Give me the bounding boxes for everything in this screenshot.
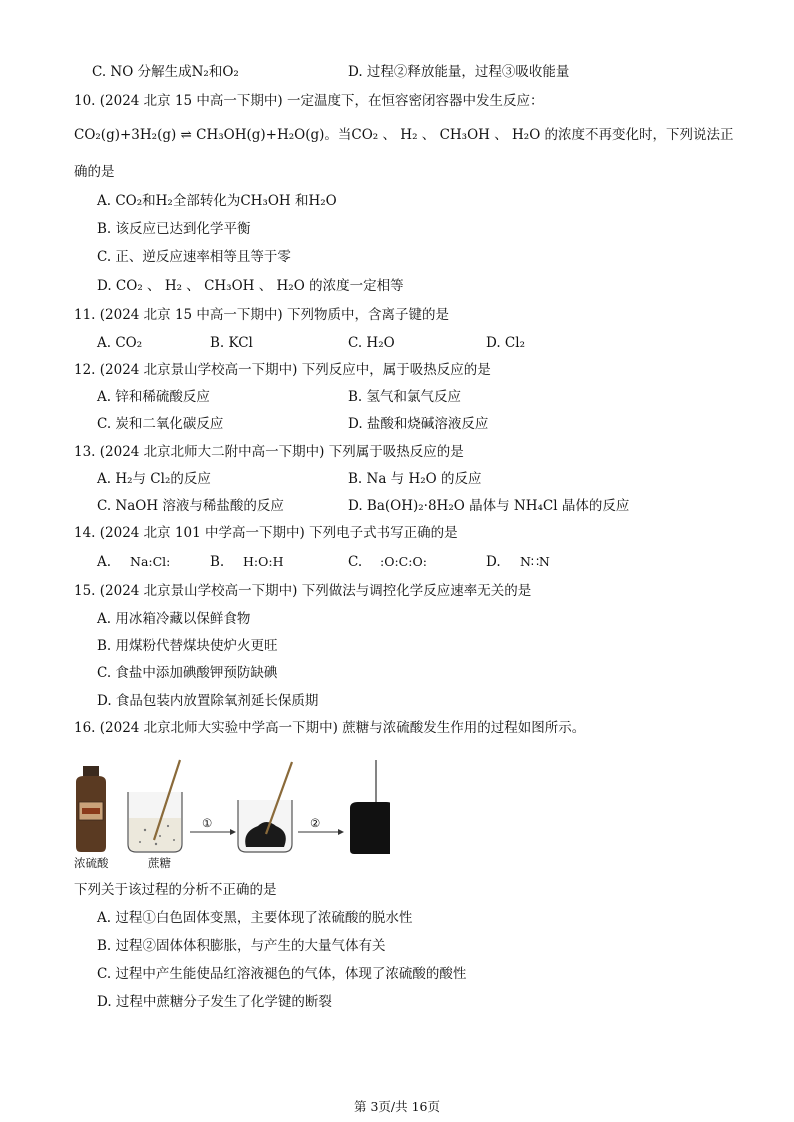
q11-option-c: C. H₂O (348, 335, 395, 351)
q14-option-a-label: A. (97, 554, 112, 570)
experiment-illustration (70, 752, 390, 870)
q16-stem: 16. (2024 北京北师大实验中学高一下期中) 蔗糖与浓硫酸发生作用的过程如图所示。 (74, 720, 586, 736)
q10-stem: 10. (2024 北京 15 中高一下期中) 一定温度下，在恒容密闭容器中发生反应： (74, 93, 544, 109)
q16-option-b: B. 过程②固体体积膨胀，与产生的大量气体有关 (97, 938, 386, 954)
q11-option-d: D. Cl₂ (486, 335, 525, 351)
q14-option-b-formula: H:O:H (243, 554, 284, 569)
q12-option-c: C. 炭和二氧化碳反应 (97, 416, 224, 432)
q15-option-d: D. 食品包装内放置除氧剂延长保质期 (97, 693, 319, 709)
q14-option-a-formula: Na:Cl: (130, 554, 171, 569)
q10-option-c: C. 正、逆反应速率相等且等于零 (97, 249, 291, 265)
q16-option-d: D. 过程中蔗糖分子发生了化学键的断裂 (97, 994, 332, 1010)
acid-bottle-icon (76, 766, 106, 852)
q10-stem-cont: 确的是 (74, 164, 115, 180)
q14-option-d-formula: N∷N (520, 554, 550, 569)
q11-stem: 11. (2024 北京 15 中高一下期中) 下列物质中，含离子键的是 (74, 307, 449, 323)
q9-option-c: C. NO 分解生成N₂和O₂ (92, 64, 239, 80)
q11-option-b: B. KCl (210, 335, 253, 351)
q14-stem: 14. (2024 北京 101 中学高一下期中) 下列电子式书写正确的是 (74, 525, 458, 541)
q9-option-d: D. 过程②释放能量，过程③吸收能量 (348, 64, 570, 80)
q12-stem: 12. (2024 北京景山学校高一下期中) 下列反应中，属于吸热反应的是 (74, 362, 491, 378)
q11-option-a: A. CO₂ (97, 335, 143, 351)
q16-option-a: A. 过程①白色固体变黑，主要体现了浓硫酸的脱水性 (97, 910, 413, 926)
q16-option-c: C. 过程中产生能使品红溶液褪色的气体，体现了浓硫酸的酸性 (97, 966, 467, 982)
q15-option-b: B. 用煤粉代替煤块使炉火更旺 (97, 638, 278, 654)
q12-option-a: A. 锌和稀硫酸反应 (97, 389, 210, 405)
q10-option-b: B. 该反应已达到化学平衡 (97, 221, 251, 237)
label-step-2: ② (310, 816, 321, 830)
beaker-sugar-icon (128, 760, 182, 852)
expanded-carbon-icon (350, 760, 390, 854)
q15-option-c: C. 食盐中添加碘酸钾预防缺碘 (97, 665, 278, 681)
page-footer: 第 3页/共 16页 (353, 1099, 441, 1114)
sugar-sulfuric-acid-figure (70, 752, 390, 870)
label-concentrated-acid: 浓硫酸 (74, 856, 109, 870)
q14-option-c-formula: :O:C:O: (380, 554, 427, 569)
q10-equation: CO₂(g)+3H₂(g) ⇌ CH₃OH(g)+H₂O(g)。当CO₂ 、 H₂ 、 CH₃OH 、 H₂O 的浓度不再变化时，下列说法正 (74, 127, 734, 143)
q14-option-c-label: C. (348, 554, 363, 570)
q16-stem-cont: 下列关于该过程的分析不正确的是 (74, 882, 277, 898)
q14-option-b-label: B. (210, 554, 225, 570)
q13-option-a: A. H₂与 Cl₂的反应 (97, 471, 211, 487)
q13-option-b: B. Na 与 H₂O 的反应 (348, 471, 482, 487)
beaker-carbon-icon (238, 762, 292, 852)
q10-option-a: A. CO₂和H₂全部转化为CH₃OH 和H₂O (97, 193, 337, 209)
q14-option-d-label: D. (486, 554, 501, 570)
label-step-1: ① (202, 816, 213, 830)
q13-option-c: C. NaOH 溶液与稀盐酸的反应 (97, 498, 284, 514)
q12-option-d: D. 盐酸和烧碱溶液反应 (348, 416, 489, 432)
label-sucrose: 蔗糖 (148, 856, 171, 870)
q13-option-d: D. Ba(OH)₂·8H₂O 晶体与 NH₄Cl 晶体的反应 (348, 498, 630, 514)
q15-stem: 15. (2024 北京景山学校高一下期中) 下列做法与调控化学反应速率无关的是 (74, 583, 532, 599)
q12-option-b: B. 氢气和氯气反应 (348, 389, 462, 405)
q13-stem: 13. (2024 北京北师大二附中高一下期中) 下列属于吸热反应的是 (74, 444, 464, 460)
q10-option-d: D. CO₂ 、 H₂ 、 CH₃OH 、 H₂O 的浓度一定相等 (97, 278, 404, 294)
q15-option-a: A. 用冰箱冷藏以保鲜食物 (97, 611, 251, 627)
